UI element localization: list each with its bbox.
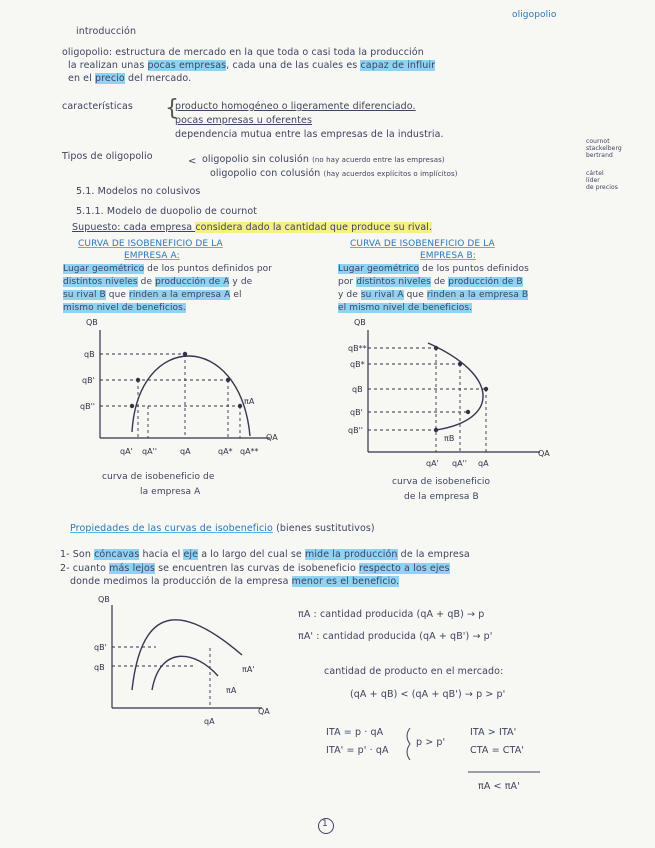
props-curve-1-label: πA' (242, 665, 255, 674)
supuesto: Supuesto: cada empresa considera dado la cantidad que produce su rival. (72, 222, 433, 233)
isoB-caption-1: curva de isobeneficio (392, 477, 491, 487)
isoA-x-tick-3: qA (180, 447, 191, 456)
isoA-y-tick-1: qB (84, 350, 95, 359)
formula-5: ITA = p · qA (326, 727, 384, 738)
isoA-curve-label: πA (244, 397, 255, 406)
isoA-line-4: mismo nivel de beneficios. (63, 303, 186, 313)
formula-10: πA < πA' (478, 781, 520, 792)
formula-8: ITA > ITA' (470, 727, 517, 738)
props-curve-2 (152, 656, 218, 690)
section-5-1: 5.1. Modelos no colusivos (76, 186, 201, 197)
isoA-caption-1: curva de isobeneficio de (102, 472, 215, 482)
formula-2: πA' : cantidad producida (qA + qB') → p' (298, 631, 493, 642)
isoA-x-tick-4: qA* (218, 447, 233, 456)
section-title: introducción (76, 26, 137, 37)
formula-1: πA : cantidad producida (qA + qB) → p (298, 609, 485, 620)
isoA-axis-x-label: QA (266, 433, 278, 442)
isoA-graph (80, 318, 278, 456)
isoA-line-2: distintos niveles de producción de A y de (63, 277, 253, 287)
isoB-title-1: CURVA DE ISOBENEFICIO DE LA (350, 239, 495, 249)
formula-brace (407, 728, 410, 760)
props-item-2-cont: donde medimos la producción de la empresa menor es el beneficio. (70, 576, 400, 587)
isoB-caption-2: de la empresa B (404, 492, 479, 502)
definition-line-2: la realizan unas pocas empresas, cada una de las cuales es capaz de influir (68, 60, 436, 71)
definition-line-3: en el precio del mercado. (68, 73, 192, 84)
isoA-axis-y-label: QB (86, 318, 98, 327)
tipos-label: Tipos de oligopolio (62, 151, 153, 162)
tipo-2-examples: cártel líder de precios (586, 170, 619, 191)
isoA-line-3: su rival B que rinden a la empresa A el (63, 290, 242, 300)
tipo-1-examples: cournot stackelberg bertrand (586, 138, 622, 159)
isoB-y-tick-1: qB** (348, 344, 367, 353)
definition-line-1: oligopolio: estructura de mercado en la que toda o casi toda la producción (62, 47, 424, 58)
caracteristica-2: pocas empresas u oferentes (175, 115, 312, 126)
props-y-tick-1: qB' (94, 643, 107, 652)
isoA-y-tick-3: qB'' (80, 402, 95, 411)
isoA-line-1: Lugar geométrico de los puntos definidos por (63, 264, 273, 274)
isoB-axis-y-label: QB (354, 318, 366, 327)
isoA-x-tick-2: qA'' (142, 447, 157, 456)
isoB-curve-label: πB (444, 434, 455, 443)
isoB-title-2: EMPRESA B: (420, 251, 476, 261)
isoB-line-2: por distintos niveles de producción de B (338, 277, 523, 287)
isoB-line-1: Lugar geométrico de los puntos definidos (338, 264, 529, 274)
isoA-curve (132, 356, 250, 436)
formula-3: cantidad de producto en el mercado: (324, 666, 504, 677)
formula-4: (qA + qB) < (qA + qB') → p > p' (350, 689, 506, 700)
isoB-y-tick-3: qB (352, 385, 363, 394)
isoA-x-tick-1: qA' (120, 447, 133, 456)
section-5-1-1: 5.1.1. Modelo de duopolio de cournot (76, 206, 258, 217)
isoB-x-tick-1: qA' (426, 459, 439, 468)
formula-9: CTA = CTA' (470, 745, 525, 756)
arrow-glyph: < (188, 156, 197, 167)
isoA-x-tick-5: qA** (240, 447, 259, 456)
isoB-graph (348, 318, 550, 468)
props-axis-y-label: QB (98, 595, 110, 604)
props-axis-x-label: QA (258, 707, 270, 716)
brace: { (165, 96, 180, 121)
isoB-line-4: el mismo nivel de beneficios. (338, 303, 473, 313)
props-title: Propiedades de las curvas de isobeneficio (bienes sustitutivos) (70, 523, 375, 534)
formula-6: ITA' = p' · qA (326, 745, 389, 756)
caracteristica-1: producto homogéneo o ligeramente diferenciado. (175, 101, 416, 112)
isoA-y-tick-2: qB' (82, 376, 95, 385)
props-curve-2-label: πA (226, 686, 237, 695)
isoB-line-3: y de su rival A que rinden a la empresa B (338, 290, 529, 300)
caracteristicas-label: características (62, 101, 133, 112)
isoB-y-tick-5: qB'' (348, 426, 363, 435)
props-item-2: 2- cuanto más lejos se encuentren las curvas de isobeneficio respecto a los ejes (60, 563, 450, 574)
tipo-1: oligopolio sin colusión (no hay acuerdo entre las empresas) (202, 154, 445, 165)
isoB-x-tick-3: qA (478, 459, 489, 468)
props-x-tick: qA (204, 717, 215, 726)
props-graph (94, 595, 270, 726)
isoB-axis-x-label: QA (538, 449, 550, 458)
isoB-y-tick-2: qB* (350, 360, 365, 369)
props-y-tick-2: qB (94, 663, 105, 672)
isoB-x-tick-2: qA'' (452, 459, 467, 468)
formula-7: p > p' (416, 737, 446, 748)
props-curve-1 (132, 620, 242, 690)
caracteristica-3: dependencia mutua entre las empresas de la industria. (175, 129, 444, 140)
page-number: 1 (322, 819, 328, 829)
isoB-y-tick-4: qB' (350, 408, 363, 417)
isoA-title-1: CURVA DE ISOBENEFICIO DE LA (78, 239, 223, 249)
isoA-caption-2: la empresa A (140, 487, 201, 497)
page-topic: oligopolio (512, 10, 557, 20)
tipo-2: oligopolio con colusión (hay acuerdos explícitos o implícitos) (210, 168, 458, 179)
props-item-1: 1- Son cóncavas hacia el eje a lo largo del cual se mide la producción de la empresa (60, 549, 470, 560)
isoA-title-2: EMPRESA A: (124, 251, 180, 261)
